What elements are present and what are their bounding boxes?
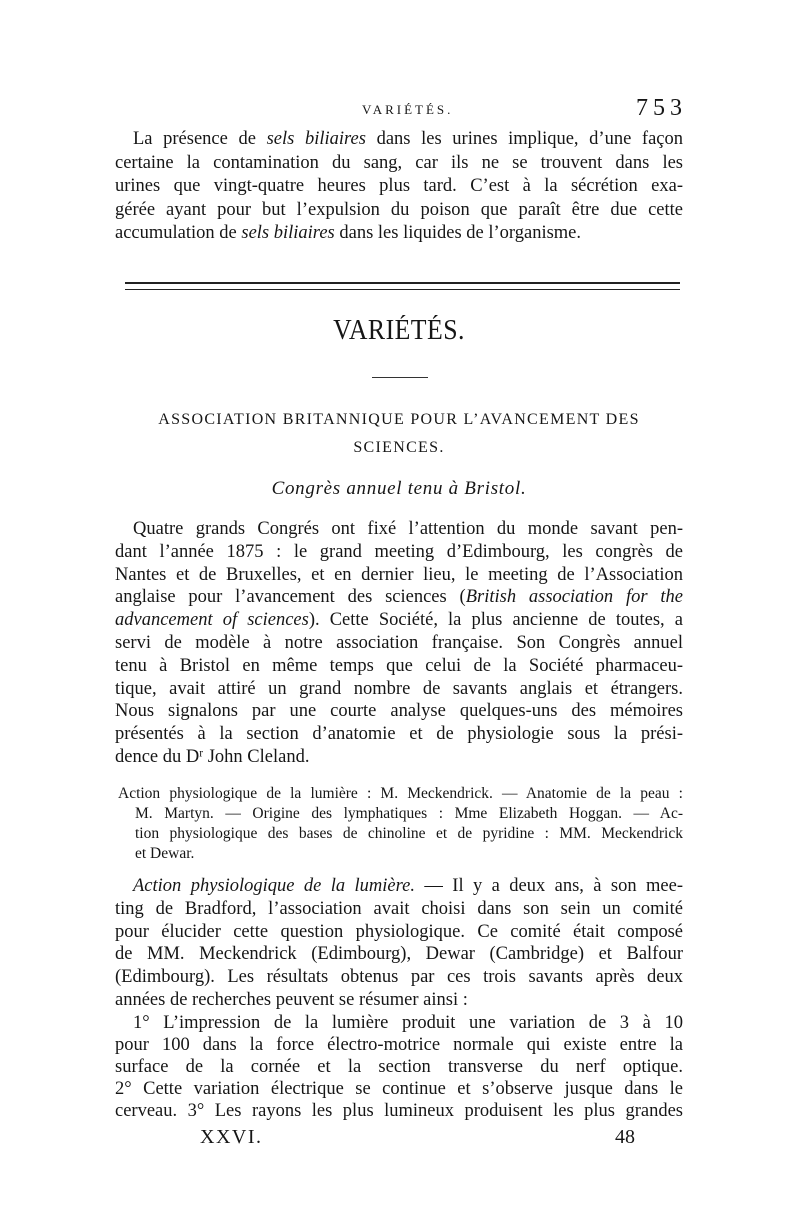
text-line: gérée ayant pour but l’expulsion du poison que paraît être due cette: [115, 199, 683, 220]
text-line: dant l’année 1875 : le grand meeting d’Edimbourg, les congrès de: [115, 541, 683, 562]
text-run: dans les urines implique, d’une façon: [365, 129, 684, 149]
text-line: années de recherches peuvent se résumer ainsi :: [115, 989, 468, 1010]
text-line: tique, avait attiré un grand nombre de savants anglais et étrangers.: [115, 678, 683, 699]
text-line: 1° L’impression de la lumière produit une variation de 3 à 10: [133, 1013, 683, 1033]
article-heading: [115, 406, 683, 462]
text-line: de MM. Meckendrick (Edimbourg), Dewar (Cambridge) et Balfour: [115, 944, 683, 965]
superscript-text: r: [199, 747, 204, 760]
text-line: [115, 609, 683, 632]
text-line: pour élucider cette question physiologique. Ce comité était composé: [115, 921, 683, 942]
text-run: dence du D: [115, 746, 200, 767]
text-line: 2° Cette variation électrique se continue et s’observe jusque dans le: [115, 1079, 683, 1099]
article-subtitle: Congrès annuel tenu à Bristol.: [271, 478, 527, 499]
text-run: dans les liquides de l’organisme.: [334, 223, 582, 243]
findings-paragraph: [115, 1012, 683, 1122]
text-line: cerveau. 3° Les rayons les plus lumineux produisent les plus grandes: [115, 1101, 683, 1121]
text-line: présentés à la section d’anatomie et de physiologie sous la prési-: [115, 724, 683, 745]
section-divider-double-rule: [125, 282, 680, 290]
text-run: ). Cette Société, la plus ancienne de toutes, a: [308, 610, 683, 631]
section-title: VARIÉTÉS.: [333, 315, 465, 346]
page-number: 753: [636, 95, 687, 121]
italic-text: Action physiologique de la lumière.: [133, 876, 415, 896]
article-heading-line: SCIENCES.: [353, 439, 445, 456]
text-line: ting de Bradford, l’association avait choisi dans son sein un comité: [115, 898, 683, 919]
text-line: et Dewar.: [135, 845, 195, 862]
italic-text: sels biliaires: [241, 223, 335, 243]
text-line: Nous signalons par une courte analyse quelques-uns des mémoires: [115, 701, 683, 722]
text-run: — Il y a deux ans, à son mee-: [415, 876, 683, 896]
sheet-number: 48: [615, 1126, 635, 1148]
text-line: certaine la contamination du sang, car ils ne se trouvent dans les: [115, 152, 683, 173]
text-line: pour 100 dans la force électro-motrice normale qui existe entre la: [115, 1035, 683, 1055]
text-line: [115, 586, 683, 609]
short-rule: [372, 377, 428, 378]
light-action-paragraph: [115, 875, 683, 1012]
italic-text: British association for the: [465, 587, 683, 608]
text-line: Action physiologique de la lumière : M. Meckendrick. — Anatomie de la peau :: [118, 785, 683, 802]
text-run: anglaise pour l’avancement des sciences (: [115, 587, 466, 608]
text-line: [115, 222, 683, 246]
opening-paragraph: [115, 518, 683, 769]
text-line: tion physiologique des bases de chinoline et de pyridine : MM. Meckendrick: [135, 825, 683, 842]
article-heading-line: ASSOCIATION BRITANNIQUE POUR L’AVANCEMENT DES: [158, 411, 640, 428]
intro-paragraph: [115, 128, 683, 246]
text-line: [115, 128, 683, 152]
signature-mark: XXVI.: [200, 1126, 263, 1148]
text-run: accumulation de: [115, 223, 242, 243]
italic-text: sels biliaires: [266, 129, 366, 149]
text-line: Quatre grands Congrés ont fixé l’attention du monde savant pen-: [133, 519, 683, 539]
text-line: M. Martyn. — Origine des lymphatiques : Mme Elizabeth Hoggan. — Ac-: [135, 805, 683, 822]
text-line: tenu à Bristol en même temps que celui de la Société pharmaceu-: [115, 655, 683, 676]
contents-summary: [118, 784, 683, 864]
text-run: La présence de: [133, 129, 267, 149]
text-line: urines que vingt-quatre heures plus tard. C’est à la sécrétion exa-: [115, 176, 683, 196]
text-run: John Cleland.: [203, 746, 310, 767]
text-line: surface de la cornée et la section transverse du nerf optique.: [115, 1057, 683, 1077]
running-header-title: VARIÉTÉS.: [362, 102, 454, 117]
text-line: [115, 875, 683, 898]
text-line: (Edimbourg). Les résultats obtenus par ces trois savants après deux: [115, 967, 683, 988]
text-line: Nantes et de Bruxelles, et en dernier lieu, le meeting de l’Association: [115, 564, 683, 585]
text-line: [115, 746, 683, 769]
italic-text: advancement of sciences: [115, 610, 309, 631]
text-line: servi de modèle à notre association française. Son Congrès annuel: [115, 632, 683, 653]
